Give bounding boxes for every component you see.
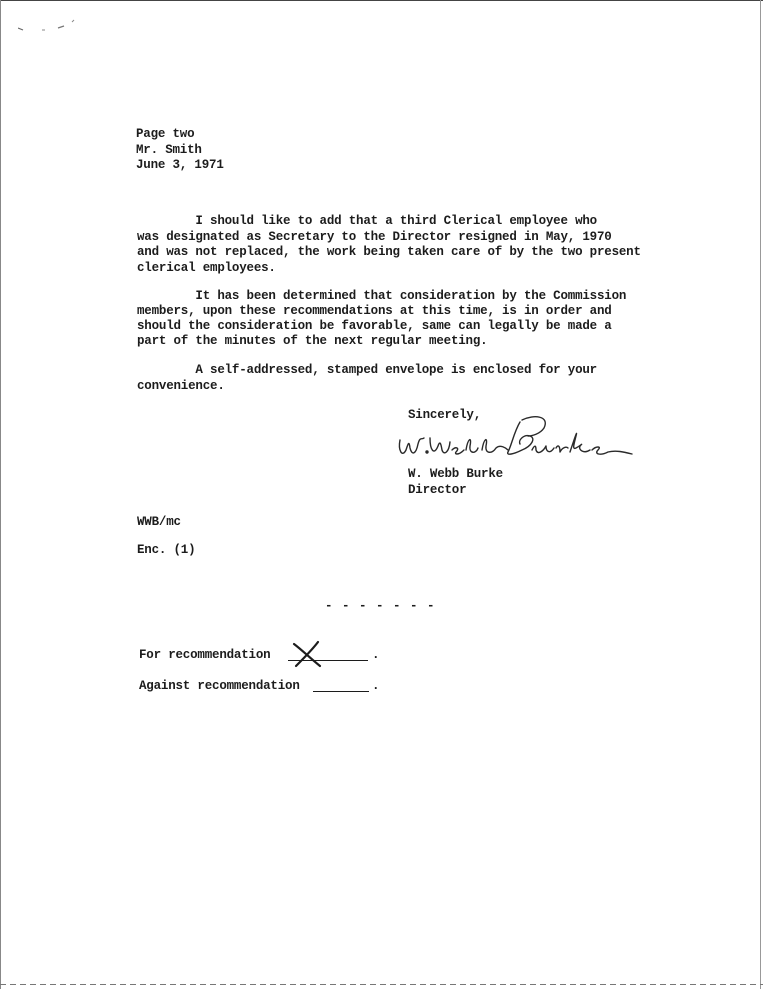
typist-initials: WWB/mc <box>137 515 181 529</box>
paragraph-2-line-1: It has been determined that consideration by the Commission <box>137 289 627 303</box>
handwritten-x-mark <box>290 640 326 668</box>
scan-edge-top <box>0 0 763 1</box>
against-recommendation-label: Against recommendation <box>139 679 300 693</box>
recipient-name: Mr. Smith <box>136 143 202 157</box>
closing-salutation: Sincerely, <box>408 408 482 422</box>
scan-edge-bottom <box>0 984 763 985</box>
paragraph-2-line-3: should the consideration be favorable, same can legally be made a <box>137 319 612 333</box>
scan-edge-right <box>760 0 761 989</box>
signer-title: Director <box>408 483 467 497</box>
scan-edge-left <box>0 0 1 989</box>
paragraph-1-line-1: I should like to add that a third Clerical employee who <box>137 214 597 228</box>
enclosure-note: Enc. (1) <box>137 543 196 557</box>
section-separator: - - - - - - - <box>325 599 436 613</box>
paragraph-1-line-3: and was not replaced, the work being taken care of by the two present <box>137 245 641 259</box>
against-recommendation-blank <box>313 691 369 692</box>
letter-date: June 3, 1971 <box>136 158 224 172</box>
against-recommendation-period: . <box>372 679 380 693</box>
paragraph-1-line-4: clerical employees. <box>137 261 276 275</box>
for-recommendation-label: For recommendation <box>139 648 271 662</box>
scan-specks <box>18 18 88 34</box>
paragraph-3-line-1: A self-addressed, stamped envelope is enclosed for your <box>137 363 597 377</box>
paragraph-1-line-2: was designated as Secretary to the Director resigned in May, 1970 <box>137 230 612 244</box>
paragraph-2-line-2: members, upon these recommendations at this time, is in order and <box>137 304 612 318</box>
for-recommendation-period: . <box>372 648 380 662</box>
signature-image <box>394 410 639 466</box>
page-label: Page two <box>136 127 195 141</box>
paragraph-2-line-4: part of the minutes of the next regular meeting. <box>137 334 488 348</box>
paragraph-3-line-2: convenience. <box>137 379 225 393</box>
signer-name: W. Webb Burke <box>408 467 503 481</box>
